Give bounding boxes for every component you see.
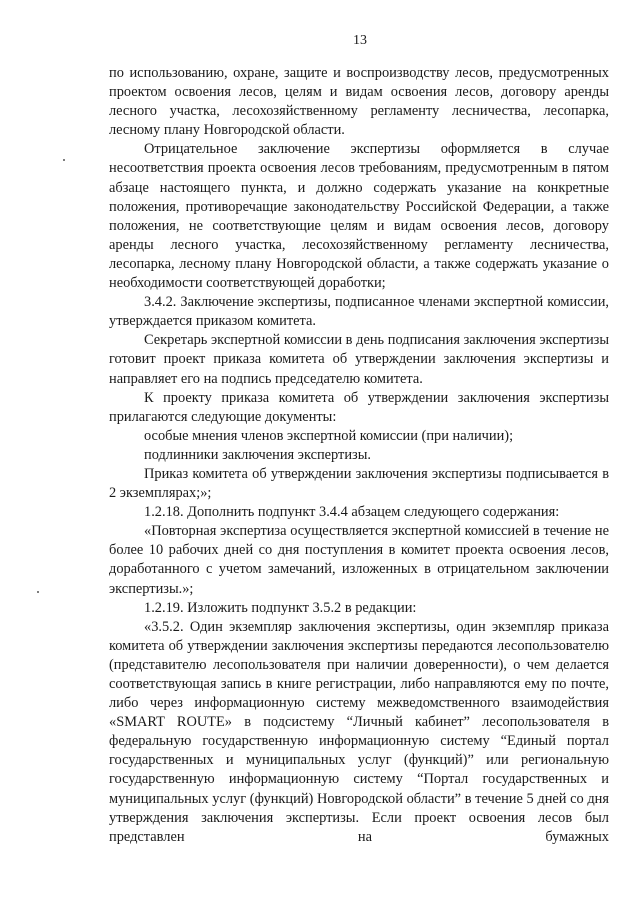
paragraph-negative-conclusion: Отрицательное заключение экспертизы оформляется в случае несоответствия проекта освоения лесов требованиям, предусмотренным в пятом абзаце настоящего пункта, и должно содержать указание на конкретные положения, противоречащие законодательству Российской Федерации, а также положения, не соответствующие целям и видам освоения лесов, договору аренды лесного участка, лесохозяйственному регламенту лесничества, лесопарка, лесному плану Новгородской области, а также содержать указание о необходимости соответствующей доработки; bbox=[109, 141, 609, 292]
list-item-special-opinions: особые мнения членов экспертной комиссии (при наличии); bbox=[144, 427, 514, 444]
scan-speck bbox=[37, 591, 39, 593]
paragraph-order-copies: Приказ комитета об утверждении заключения экспертизы подписывается в 2 экземплярах;»; bbox=[109, 465, 609, 502]
paragraph-secretary: Секретарь экспертной комиссии в день подписания заключения экспертизы готовит проект приказа комитета об утверждении заключения экспертизы и направляет его на подпись председателю комитета. bbox=[109, 332, 609, 387]
paragraph-repeat-expertise: «Повторная экспертиза осуществляется экспертной комиссией в течение не более 10 рабочих дней со дня поступления в комитет проекта освоения лесов, доработанного с учетом замечаний, изложенных в отрицательном заключении экспертизы.»; bbox=[109, 523, 609, 597]
paragraph-continuation: по использованию, охране, защите и воспроизводству лесов, предусмотренных проектом освоения лесов, целям и видам освоения лесов, договору аренды лесного участка, лесохозяйственному регламенту лесничества, лесопарка, лесному плану Новгородской области. bbox=[109, 65, 609, 139]
paragraph-attachments: К проекту приказа комитета об утверждении заключения экспертизы прилагаются следующие документы: bbox=[109, 389, 609, 425]
paragraph-1-2-19: 1.2.19. Изложить подпункт 3.5.2 в редакции: bbox=[144, 599, 417, 616]
document-body bbox=[109, 64, 609, 847]
paragraph-3-4-2: 3.4.2. Заключение экспертизы, подписанное членами экспертной комиссии, утверждается приказом комитета. bbox=[109, 294, 609, 330]
paragraph-1-2-18: 1.2.18. Дополнить подпункт 3.4.4 абзацем следующего содержания: bbox=[144, 504, 560, 521]
paragraph-3-5-2: «3.5.2. Один экземпляр заключения экспертизы, один экземпляр приказа комитета об утверждении заключения экспертизы передаются лесопользователю (представителю лесопользователя при наличии доверенности), о чем делается соответствующая запись в книге регистрации, либо направляются ему по почте, либо через информационную систему межведомственного взаимодействия «SMART ROUTE» в подсистему “Личный кабинет” лесопользователя в федеральную государственную информационную систему “Единый портал государственных и муниципальных услуг (функций)” или региональную государственную информационную систему “Портал государственных и муниципальных услуг (функций) Новгородской области” в течение 5 дней со дня утверждения заключения экспертизы. Если проект освоения лесов был представлен на бумажных bbox=[109, 618, 609, 845]
scan-speck bbox=[63, 159, 65, 161]
list-item-originals: подлинники заключения экспертизы. bbox=[144, 446, 372, 463]
page-number: 13 bbox=[353, 33, 367, 48]
